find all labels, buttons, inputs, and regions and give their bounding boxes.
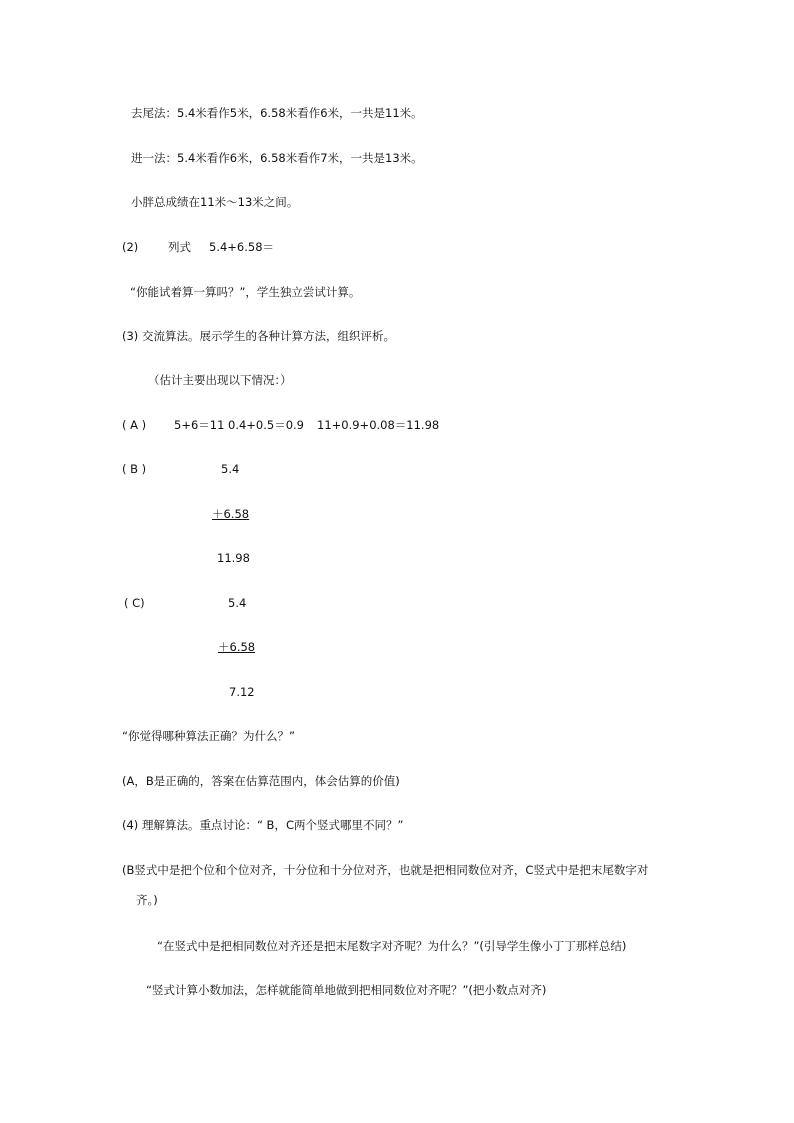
vertical-operand: ＋6.58 xyxy=(218,640,256,654)
text-line: 列式 xyxy=(168,240,191,254)
method-label: ( C) xyxy=(124,596,145,610)
text-line: 齐。) xyxy=(136,893,158,907)
text-line: 进一法：5.4米看作6米，6.58米看作7米，一共是13米。 xyxy=(131,151,423,165)
equation: 5.4+6.58＝ xyxy=(209,240,275,254)
method-label: ( B ) xyxy=(122,462,147,476)
text-line: “你能试着算一算吗？”，学生独立尝试计算。 xyxy=(130,285,361,299)
equation: 5+6＝11 xyxy=(174,418,225,432)
equation: 0.4+0.5＝0.9 xyxy=(228,418,305,432)
text-line: (4) 理解算法。重点讨论：“ B，C两个竖式哪里不同？” xyxy=(122,818,404,832)
text-line: (A，B是正确的，答案在估算范围内，体会估算的价值) xyxy=(122,774,400,788)
equation: 11+0.9+0.08＝11.98 xyxy=(317,418,440,432)
text-line: “竖式计算小数加法，怎样就能简单地做到把相同数位对齐呢？”(把小数点对齐) xyxy=(146,983,547,997)
text-line: “在竖式中是把相同数位对齐还是把末尾数字对齐呢？为什么？”(引导学生像小丁丁那样总结) xyxy=(157,939,627,953)
method-label: ( A ) xyxy=(122,418,147,432)
vertical-operand: 5.4 xyxy=(228,596,247,610)
text-line: (3) 交流算法。展示学生的各种计算方法，组织评析。 xyxy=(122,329,395,343)
text-line: “你觉得哪种算法正确？为什么？” xyxy=(122,729,295,743)
vertical-result: 7.12 xyxy=(229,685,255,699)
vertical-operand: ＋6.58 xyxy=(212,507,250,521)
item-number: (2) xyxy=(122,240,139,254)
text-line: 去尾法：5.4米看作5米，6.58米看作6米，一共是11米。 xyxy=(131,106,423,120)
text-line: (B竖式中是把个位和个位对齐，十分位和十分位对齐，也就是把相同数位对齐，C竖式中是把末尾数字对 xyxy=(122,863,649,877)
text-line: 小胖总成绩在11米～13米之间。 xyxy=(131,195,299,209)
vertical-result: 11.98 xyxy=(217,551,250,565)
vertical-operand: 5.4 xyxy=(221,462,240,476)
text-line: （估计主要出现以下情况：） xyxy=(148,373,292,387)
